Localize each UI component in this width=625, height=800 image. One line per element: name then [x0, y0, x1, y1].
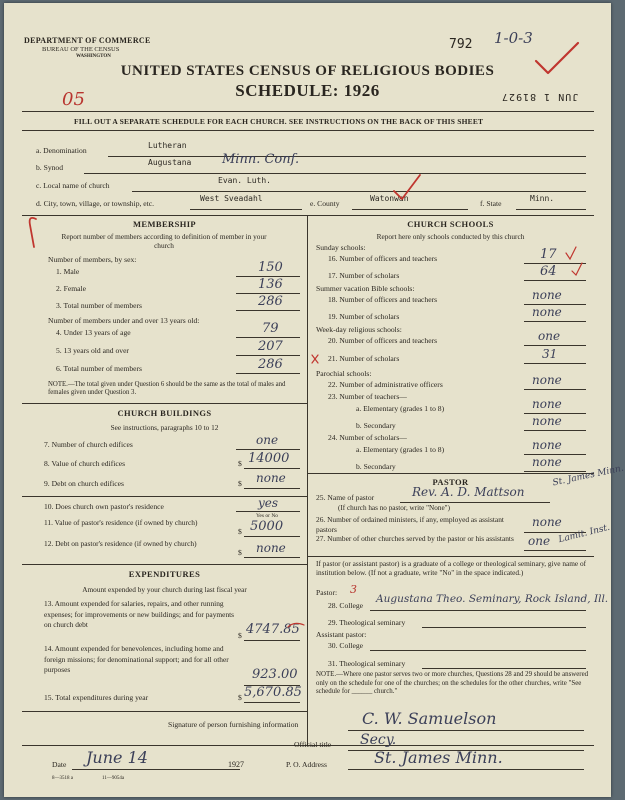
membership-note: NOTE.—The total given under Question 6 should be the same as the total of males and females given under Question 3.: [48, 381, 286, 397]
q23-label: 23. Number of teachers—: [328, 392, 407, 401]
q25-annotation: St. James Minn.: [551, 463, 625, 489]
q9-label: 9. Debt on church edifices: [44, 479, 124, 488]
q20-value: one: [538, 329, 561, 343]
q10-label: 10. Does church own pastor's residence: [44, 502, 164, 511]
q12-dollar: $: [238, 548, 242, 557]
q18-value: none: [532, 288, 562, 302]
footer-code: 8—3518 a: [52, 776, 73, 781]
q15-value: 5,670.85: [244, 685, 302, 700]
pastor-heading: PASTOR: [432, 477, 469, 487]
form-title: UNITED STATES CENSUS OF RELIGIOUS BODIES: [120, 63, 495, 79]
county-value: Watonwan: [370, 194, 409, 203]
q5-label: 5. 13 years old and over: [56, 346, 129, 355]
q24b-label: b. Secondary: [356, 462, 396, 471]
synod-value: Augustana: [148, 158, 192, 167]
state-label: f. State: [480, 199, 502, 208]
margin-number: 05: [62, 89, 85, 110]
college-instruction: If pastor (or assistant pastor) is a graduate of a college or theological seminary, give name of institution below. (If not a graduate, write "No" in the space indicated.): [316, 559, 587, 578]
q17-value: 64: [540, 264, 557, 279]
q11-dollar: $: [238, 527, 242, 536]
red-check-icon: [566, 247, 576, 259]
q27-annotation: Lamit. Inst.: [557, 522, 611, 546]
weekday-label: Week-day religious schools:: [316, 325, 402, 334]
city-value: West Sveadahl: [200, 194, 263, 203]
bureau-city: WASHINGTON: [76, 54, 111, 59]
q30-label: 30. College: [328, 641, 364, 650]
state-value: Minn.: [530, 194, 555, 203]
q27-value: one: [528, 534, 551, 548]
q8-label: 8. Value of church edifices: [44, 459, 126, 468]
red-check-icon: [394, 175, 420, 199]
handwritten-code: 1-0-3: [494, 29, 533, 47]
q23b-label: b. Secondary: [356, 421, 396, 430]
signature-label: Signature of person furnishing information: [168, 720, 299, 729]
q3-label: 3. Total number of members: [56, 301, 143, 310]
q23a-label: a. Elementary (grades 1 to 8): [356, 404, 445, 413]
q25-label: 25. Name of pastor: [316, 493, 375, 502]
q25-value: Rev. A. D. Mattson: [412, 485, 525, 499]
membership-heading: MEMBERSHIP: [132, 219, 197, 229]
q1-value: 150: [258, 260, 283, 275]
buildings-heading: CHURCH BUILDINGS: [117, 408, 212, 418]
q19-label: 19. Number of scholars: [328, 312, 400, 321]
q15-dollar: $: [238, 693, 242, 702]
q3-value: 286: [258, 294, 283, 309]
assistant-subheading: Assistant pastor:: [316, 630, 367, 639]
q6-label: 6. Total number of members: [56, 364, 143, 373]
q6-value: 286: [258, 357, 283, 372]
q1-label: 1. Male: [56, 267, 80, 276]
q19-value: none: [532, 305, 562, 319]
ink-marks: [4, 3, 611, 797]
instruction-line: FILL OUT A SEPARATE SCHEDULE FOR EACH CHURCH. SEE INSTRUCTIONS ON THE BACK OF THIS SHEET: [74, 117, 484, 126]
q4-value: 79: [262, 321, 279, 336]
city-label: d. City, town, village, or township, etc.: [36, 199, 155, 208]
q15-label: 15. Total expenditures during year: [44, 693, 149, 702]
q9-dollar: $: [238, 479, 242, 488]
expenditures-subheading: Amount expended by your church during last fiscal year: [82, 585, 247, 594]
schools-heading: CHURCH SCHOOLS: [407, 219, 494, 229]
q4-label: 4. Under 13 years of age: [56, 328, 131, 337]
denomination-value: Lutheran: [148, 141, 187, 150]
schools-subheading: Report here only schools conducted by this church: [376, 232, 525, 241]
q22-value: none: [532, 373, 562, 387]
pastor-mark: 3: [350, 583, 357, 596]
q14-label: 14. Amount expended for benevolences, including home and foreign missions; for denominational support; and for all other purposes: [44, 644, 229, 674]
q26-value: none: [532, 515, 562, 529]
q24-label: 24. Number of scholars—: [328, 433, 407, 442]
title-label: Official title: [294, 740, 332, 749]
schedule-title: SCHEDULE: 1926: [235, 81, 380, 100]
q13-label: 13. Amount expended for salaries, repairs, and other running expenses; for improvements or new buildings; and for payments on church debt: [44, 599, 235, 629]
date-year: 1927: [228, 760, 244, 769]
q23b-value: none: [532, 414, 562, 428]
q7-label: 7. Number of church edifices: [44, 440, 133, 449]
q27-label: 27. Number of other churches served by the pastor or his assistants: [316, 534, 514, 543]
summer-label: Summer vacation Bible schools:: [316, 284, 415, 293]
q12-label: 12. Debt on pastor's residence (if owned by church): [44, 539, 197, 548]
q10-value: yes: [258, 496, 279, 510]
q9-value: none: [256, 471, 286, 485]
synod-label: b. Synod: [36, 163, 64, 172]
q23a-value: none: [532, 397, 562, 411]
q24b-value: none: [532, 455, 562, 469]
q11-label: 11. Value of pastor's residence (if owned by church): [44, 518, 198, 527]
q28-label: 28. College: [328, 601, 364, 610]
q21-label: 21. Number of scholars: [328, 354, 400, 363]
footer-print-code: 11—9054a: [102, 776, 125, 781]
census-schedule-form: [4, 3, 625, 797]
q25-sublabel: (If church has no pastor, write "None"): [338, 504, 450, 512]
q31-label: 31. Theological seminary: [328, 659, 406, 668]
red-check-icon: [536, 43, 578, 73]
date-label: Date: [52, 760, 67, 769]
q26-label: 26. Number of ordained ministers, if any, employed as assistant pastors: [316, 515, 504, 534]
local-name-label: c. Local name of church: [36, 181, 110, 190]
q2-label: 2. Female: [56, 284, 86, 293]
q8-dollar: $: [238, 459, 242, 468]
q13-value: 4747.85: [246, 622, 300, 637]
q17-label: 17. Number of scholars: [328, 271, 400, 280]
q14-value: 923.00: [252, 667, 298, 682]
q11-value: 5000: [250, 519, 284, 534]
expenditures-heading: EXPENDITURES: [128, 569, 201, 579]
red-check-icon: [572, 263, 582, 275]
form-number: 792: [449, 37, 473, 52]
department-name: DEPARTMENT OF COMMERCE: [24, 36, 151, 45]
q2-value: 136: [258, 277, 283, 292]
received-date-stamp: JUN 1 81927: [501, 91, 579, 102]
q22-label: 22. Number of administrative officers: [328, 380, 443, 389]
q7-value: one: [256, 433, 279, 447]
denomination-label: a. Denomination: [36, 146, 87, 155]
parochial-label: Parochial schools:: [316, 369, 372, 378]
q24a-label: a. Elementary (grades 1 to 8): [356, 445, 445, 454]
q16-label: 16. Number of officers and teachers: [328, 254, 438, 263]
q21-value: 31: [542, 347, 558, 361]
pastor-note: NOTE.—Where one pastor serves two or more churches, Questions 28 and 29 should be answered only on the schedule for one of the churches; on the schedules for the other churches, write "See schedule for ______ church.": [316, 671, 589, 696]
address-label: P. O. Address: [286, 760, 327, 769]
bureau-name: BUREAU OF THE CENSUS: [42, 46, 120, 53]
q28-value: Augustana Theo. Seminary, Rock Island, Ill.: [376, 593, 609, 605]
red-x-icon: [312, 355, 318, 363]
red-underline-icon: [288, 623, 304, 627]
local-name-value: Evan. Luth.: [218, 176, 271, 185]
date-value: June 14: [86, 748, 148, 767]
q20-label: 20. Number of officers and teachers: [328, 336, 438, 345]
title-value: Secy.: [360, 732, 397, 748]
buildings-subheading: See instructions, paragraphs 10 to 12: [110, 423, 219, 432]
county-label: e. County: [310, 199, 340, 208]
q18-label: 18. Number of officers and teachers: [328, 295, 438, 304]
pastor-subheading: Pastor:: [316, 588, 338, 597]
synod-conference: Minn. Conf.: [222, 152, 300, 167]
q29-label: 29. Theological seminary: [328, 618, 406, 627]
under-over-label: Number of members under and over 13 years old:: [48, 316, 200, 325]
q8-value: 14000: [248, 451, 290, 466]
address-value: St. James Minn.: [374, 748, 503, 767]
q12-value: none: [256, 541, 286, 555]
q24a-value: none: [532, 438, 562, 452]
signature-value: C. W. Samuelson: [362, 709, 497, 728]
by-sex-label: Number of members, by sex:: [48, 255, 137, 264]
membership-subheading: Report number of members according to definition of member in your church: [61, 232, 267, 250]
red-bracket-icon: [30, 218, 36, 247]
sunday-label: Sunday schools:: [316, 243, 366, 252]
yes-no-hint: Yes or No: [256, 513, 279, 519]
q16-value: 17: [540, 247, 557, 262]
q5-value: 207: [258, 339, 283, 354]
q13-dollar: $: [238, 631, 242, 640]
